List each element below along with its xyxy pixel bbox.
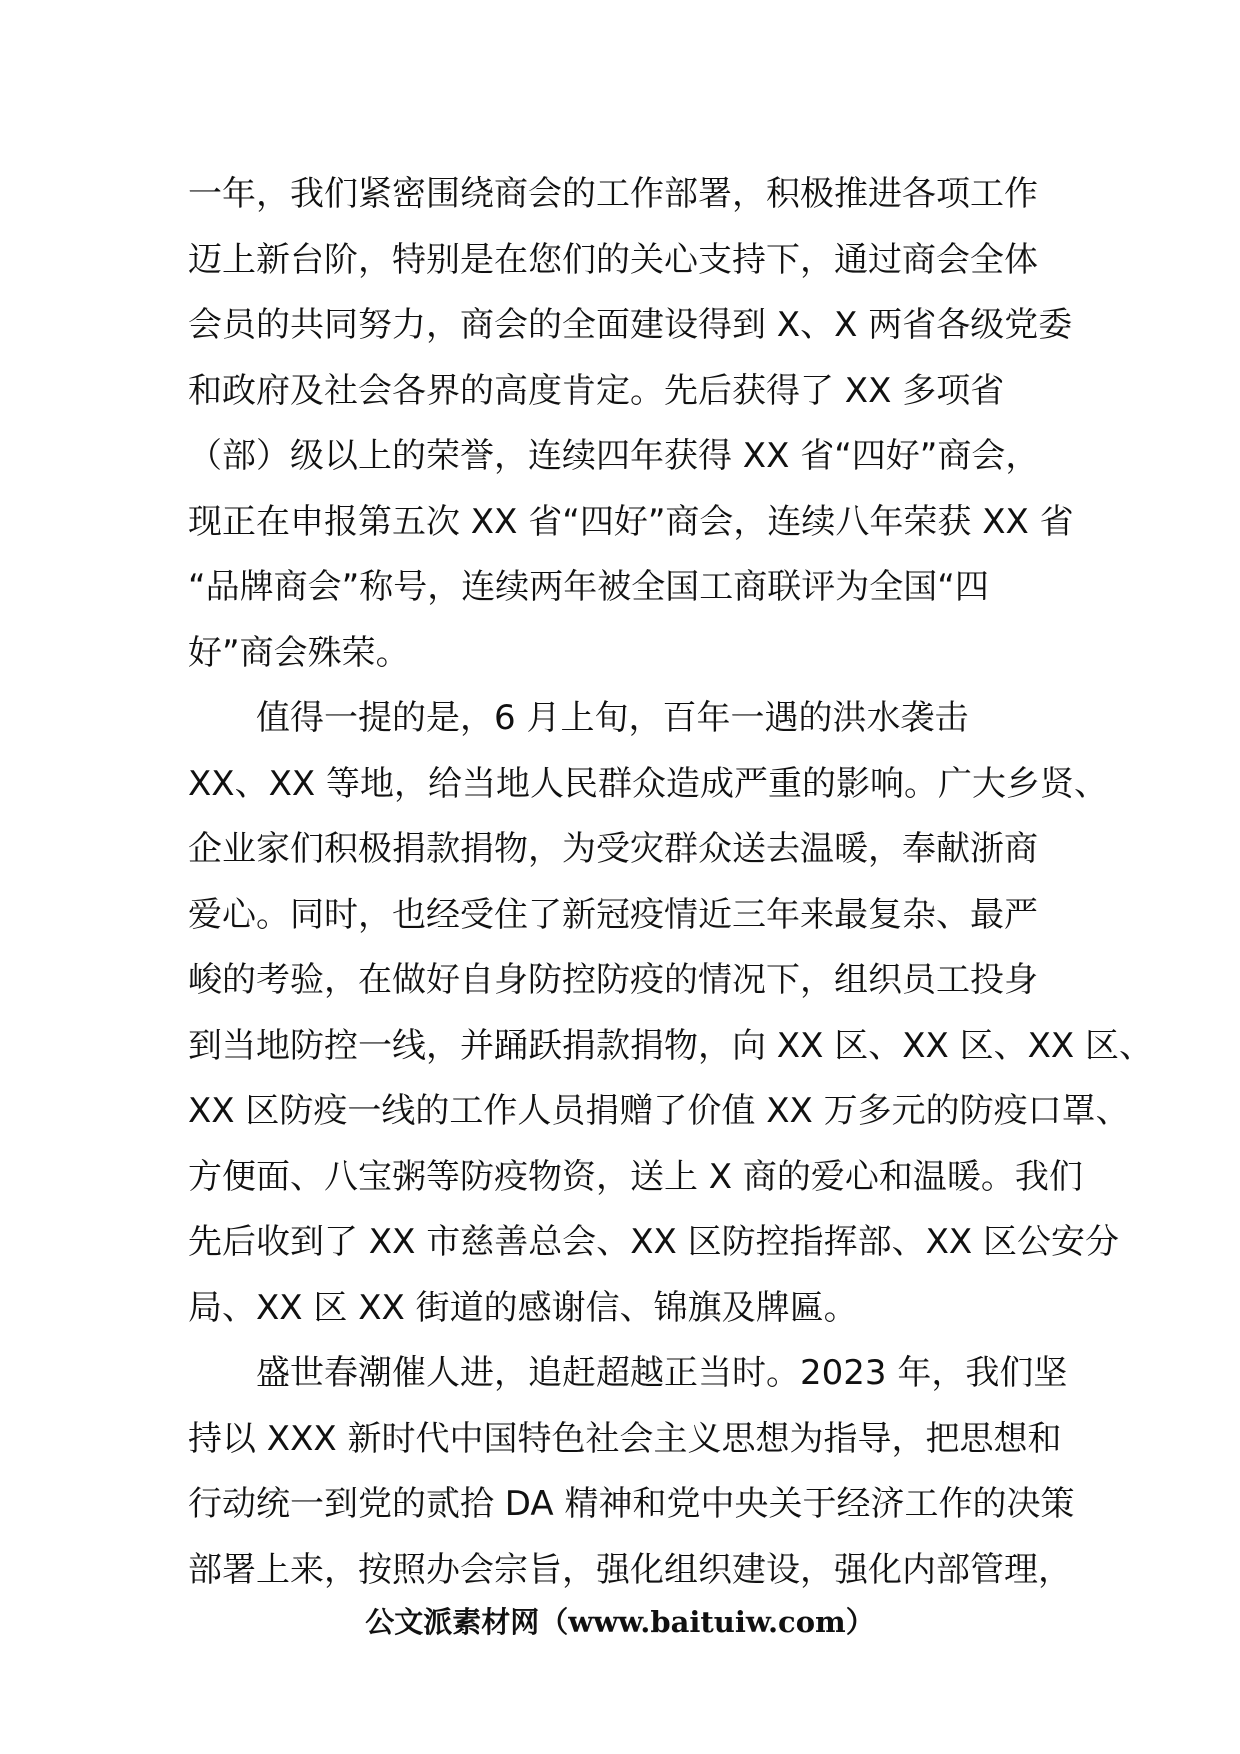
footer-watermark: 公文派素材网（www.baituiw.com）	[365, 1605, 875, 1639]
text-line: 迈上新台阶，特别是在您们的关心支持下，通过商会全体	[188, 239, 1038, 280]
text-line: 一年，我们紧密围绕商会的工作部署，积极推进各项工作	[188, 174, 1038, 214]
text-line: 爱心。同时，也经受住了新冠疫情近三年来最复杂、最严	[188, 894, 1038, 935]
text-line: XX、XX 等地，给当地人民群众造成严重的影响。广大乡贤、	[188, 763, 1108, 804]
text-line: 行动统一到党的贰拾 DA 精神和党中央关于经济工作的决策	[188, 1484, 1075, 1524]
paragraph-start-line: 值得一提的是，6 月上旬，百年一遇的洪水袭击	[256, 698, 969, 738]
text-line: 到当地防控一线，并踊跃捐款捐物，向 XX 区、XX 区、XX 区、	[188, 1025, 1153, 1066]
text-line: 和政府及社会各界的高度肯定。先后获得了 XX 多项省	[188, 370, 1005, 411]
text-line: 局、XX 区 XX 街道的感谢信、锦旗及牌匾。	[188, 1287, 858, 1328]
text-line: 企业家们积极捐款捐物，为受灾群众送去温暖，奉献浙商	[188, 829, 1038, 869]
text-line: 现正在申报第五次 XX 省“四好”商会，连续八年荣获 XX 省	[188, 501, 1074, 542]
text-line: “品牌商会”称号，连续两年被全国工商联评为全国“四	[188, 567, 989, 607]
text-line: XX 区防疫一线的工作人员捐赠了价值 XX 万多元的防疫口罩、	[188, 1091, 1130, 1131]
document-body	[188, 162, 1153, 1603]
text-line: 持以 XXX 新时代中国特色社会主义思想为指导，把思想和	[188, 1418, 1062, 1459]
text-line: 好”商会殊荣。	[188, 632, 410, 673]
paragraph-start-line: 盛世春潮催人进，追赶超越正当时。2023 年，我们坚	[256, 1353, 1068, 1393]
text-line: 会员的共同努力，商会的全面建设得到 X、X 两省各级党委	[188, 305, 1073, 345]
text-line: 方便面、八宝粥等防疫物资，送上 X 商的爱心和温暖。我们	[188, 1156, 1083, 1197]
text-line: 先后收到了 XX 市慈善总会、XX 区防控指挥部、XX 区公安分	[188, 1222, 1119, 1262]
text-line: （部）级以上的荣誉，连续四年获得 XX 省“四好”商会，	[188, 436, 1040, 476]
text-line: 部署上来，按照办会宗旨，强化组织建设，强化内部管理，	[188, 1549, 1072, 1590]
text-line: 峻的考验，在做好自身防控防疫的情况下，组织员工投身	[188, 960, 1038, 1000]
